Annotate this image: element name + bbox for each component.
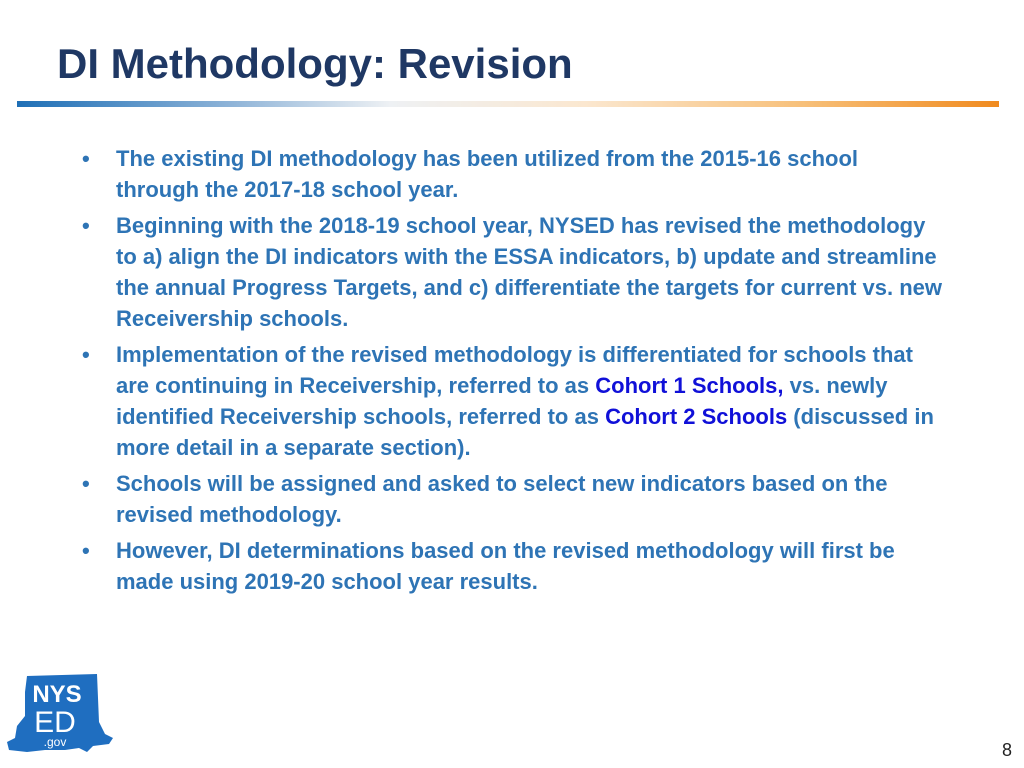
bullet-item-1 (82, 143, 942, 205)
logo-gov: .gov (43, 735, 67, 749)
bullet-item-3 (82, 339, 942, 463)
logo-nys: NYS (32, 681, 82, 708)
bullet-dot: • (82, 471, 90, 496)
title-underline-gradient (17, 101, 999, 107)
bullet-text-1: The existing DI methodology has been utilized from the 2015-16 school through the 2017-18 school year. (116, 146, 859, 202)
bullet-dot: • (82, 213, 90, 238)
bullet-text-3b: vs. newly identified Receivership schools, referred to as (116, 373, 888, 429)
bullet-item-5 (82, 535, 942, 597)
bullet-dot: • (82, 538, 90, 563)
page-number: 8 (1001, 740, 1012, 760)
bullet-text-3c: (discussed in more detail in a separate section). (116, 404, 934, 460)
bullet-dot: • (82, 342, 90, 367)
highlight-cohort-1: Cohort 1 Schools, (595, 373, 784, 398)
bullet-dot: • (82, 146, 90, 171)
highlight-cohort-2: Cohort 2 Schools (605, 404, 788, 429)
bullet-item-4 (82, 468, 942, 530)
bullet-text-2: Beginning with the 2018-19 school year, NYSED has revised the methodology to a) align the DI indicators with the ESSA indicators, b) update and streamline the annual Progress Targets, and c) differentiate the targets for current vs. new Receivership schools. (116, 213, 943, 331)
bullet-text-3a: Implementation of the revised methodology is differentiated for schools that are continuing in Receivership, referred to as (116, 342, 913, 398)
bullet-text-4: Schools will be assigned and asked to select new indicators based on the revised methodology. (116, 471, 888, 527)
bullet-list (82, 143, 942, 602)
bullet-text-5: However, DI determinations based on the revised methodology will first be made using 2019-20 school year results. (116, 538, 895, 594)
slide-title: DI Methodology: Revision (57, 40, 573, 87)
logo-ed: ED (34, 706, 76, 739)
bullet-item-2 (82, 210, 942, 334)
nysed-logo (5, 672, 115, 758)
